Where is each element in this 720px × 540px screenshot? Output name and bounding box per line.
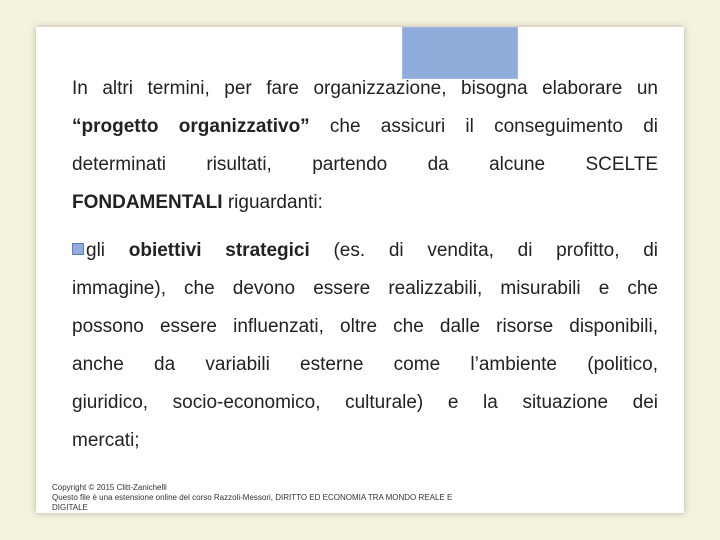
obiettivi-strategici-text: obiettivi strategici bbox=[128, 240, 310, 261]
bullet-line-4: anche da variabili esterne come l’ambiente (politico, bbox=[72, 354, 658, 375]
slide-content bbox=[72, 70, 658, 460]
copyright-footer bbox=[52, 483, 472, 513]
bullet-item bbox=[72, 232, 658, 460]
bullet-line-2: immagine), che devono essere realizzabili, misurabili e che bbox=[72, 278, 658, 299]
bullet-line-3: possono essere influenzati, oltre che dalle risorse disponibili, bbox=[72, 316, 658, 337]
fondamentali-text: FONDAMENTALI bbox=[72, 192, 223, 213]
bullet-line-5: giuridico, socio-economico, culturale) e la situazione dei bbox=[72, 392, 658, 413]
course-note-line: Questo file è una estensione online del corso Razzoli-Messori, DIRITTO ED ECONOMIA TRA MONDO REALE E DIGITALE bbox=[52, 493, 453, 512]
bullet-line-1: gli obiettivi strategici (es. di vendita, di profitto, di bbox=[72, 232, 658, 270]
intro-paragraph bbox=[72, 70, 658, 222]
checkbox-bullet-icon bbox=[72, 243, 84, 255]
intro-line-4: FONDAMENTALI riguardanti: bbox=[72, 192, 323, 213]
copyright-line: Copyright © 2015 Clitt-Zanichelli bbox=[52, 483, 167, 492]
intro-line-2: “progetto organizzativo” che assicuri il conseguimento di bbox=[72, 116, 658, 137]
intro-line-3: determinati risultati, partendo da alcune SCELTE bbox=[72, 154, 658, 175]
intro-line-1: In altri termini, per fare organizzazione, bisogna elaborare un bbox=[72, 78, 658, 99]
progetto-organizzativo-text: “progetto organizzativo” bbox=[72, 116, 310, 137]
bullet-line-6: mercati; bbox=[72, 430, 140, 451]
